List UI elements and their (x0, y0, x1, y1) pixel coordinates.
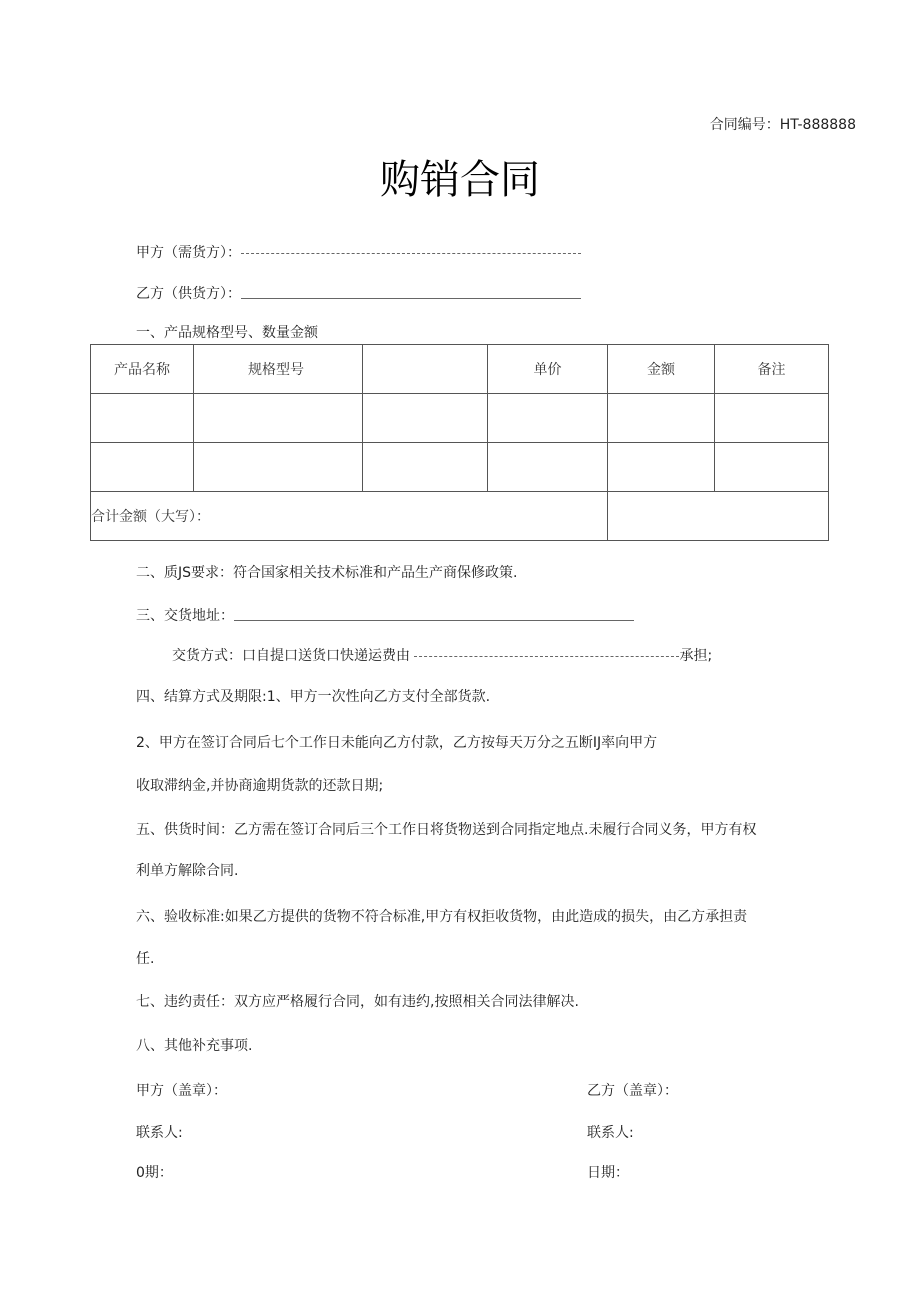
party-a-date: 0期： (136, 1165, 173, 1181)
table-row (91, 394, 829, 443)
cell[interactable] (91, 394, 194, 443)
cell[interactable] (608, 394, 715, 443)
cell[interactable] (363, 394, 488, 443)
party-b-contact: 联系人: (587, 1125, 634, 1141)
delivery-address-input[interactable] (234, 620, 634, 621)
total-value-cell[interactable] (608, 492, 829, 541)
section-5-cont: 利单方解除合同. (136, 863, 239, 879)
header-spec: 规格型号 (194, 345, 363, 394)
section-4: 四、结算方式及期限:1、甲方一次性向乙方支付全部货款. (136, 689, 491, 705)
party-b-label: 乙方（供货方）： (136, 286, 241, 302)
party-a-label: 甲方（需货方）： (136, 245, 241, 261)
header-remarks: 备注 (715, 345, 829, 394)
total-label: 合计金额（大写）： (91, 492, 608, 541)
party-b-date: 日期： (587, 1165, 629, 1181)
header-blank (363, 345, 488, 394)
section-8: 八、其他补充事项. (136, 1038, 253, 1054)
table-header-row (91, 345, 829, 394)
header-product-name: 产品名称 (91, 345, 194, 394)
page-title: 购销合同 (380, 157, 540, 203)
section-2: 二、质JS要求：符合国家相关技术标准和产品生产商保修政策. (136, 565, 518, 581)
cell[interactable] (194, 443, 363, 492)
delivery-suffix: 承担; (679, 648, 713, 664)
section-6-cont: 任. (136, 951, 155, 967)
cell[interactable] (363, 443, 488, 492)
cell[interactable] (194, 394, 363, 443)
cell[interactable] (608, 443, 715, 492)
cell[interactable] (488, 443, 608, 492)
section-1-heading: 一、产品规格型号、数量金额 (136, 325, 318, 341)
cell[interactable] (91, 443, 194, 492)
total-row (91, 492, 829, 541)
table-row (91, 443, 829, 492)
party-a-field[interactable] (136, 244, 581, 262)
section-6: 六、验收标准:如果乙方提供的货物不符合标准,甲方有权拒收货物，由此造成的损失，由乙方承担责 (136, 909, 748, 925)
party-a-contact: 联系人: (136, 1125, 183, 1141)
party-a-seal: 甲方（盖章）： (136, 1083, 227, 1099)
section-4-item-2-cont: 收取滞纳金,并协商逾期货款的还款日期; (136, 778, 384, 794)
party-b-field[interactable] (136, 285, 581, 303)
section-7: 七、违约责任：双方应严格履行合同，如有违约,按照相关合同法律解决. (136, 994, 579, 1010)
delivery-address-label: 三、交货地址： (136, 608, 234, 624)
cell[interactable] (488, 394, 608, 443)
section-4-item-2: 2、甲方在签订合同后七个工作日未能向乙方付款，乙方按每天万分之五断IJ率向甲方 (136, 735, 658, 751)
section-5: 五、供货时间：乙方需在签订合同后三个工作日将货物送到合同指定地点.未履行合同义务，甲方有权 (136, 822, 757, 838)
delivery-method-label: 交货方式：口自提口送货口快递运费由 (172, 648, 410, 664)
contract-number: 合同编号：HT-888888 (709, 117, 856, 133)
party-b-seal: 乙方（盖章）： (587, 1083, 678, 1099)
cell[interactable] (715, 394, 829, 443)
delivery-method (172, 647, 712, 665)
freight-payer-input[interactable] (414, 656, 679, 657)
section-3 (136, 607, 634, 625)
header-amount: 金额 (608, 345, 715, 394)
cell[interactable] (715, 443, 829, 492)
header-unit-price: 单价 (488, 345, 608, 394)
product-table (90, 344, 829, 541)
